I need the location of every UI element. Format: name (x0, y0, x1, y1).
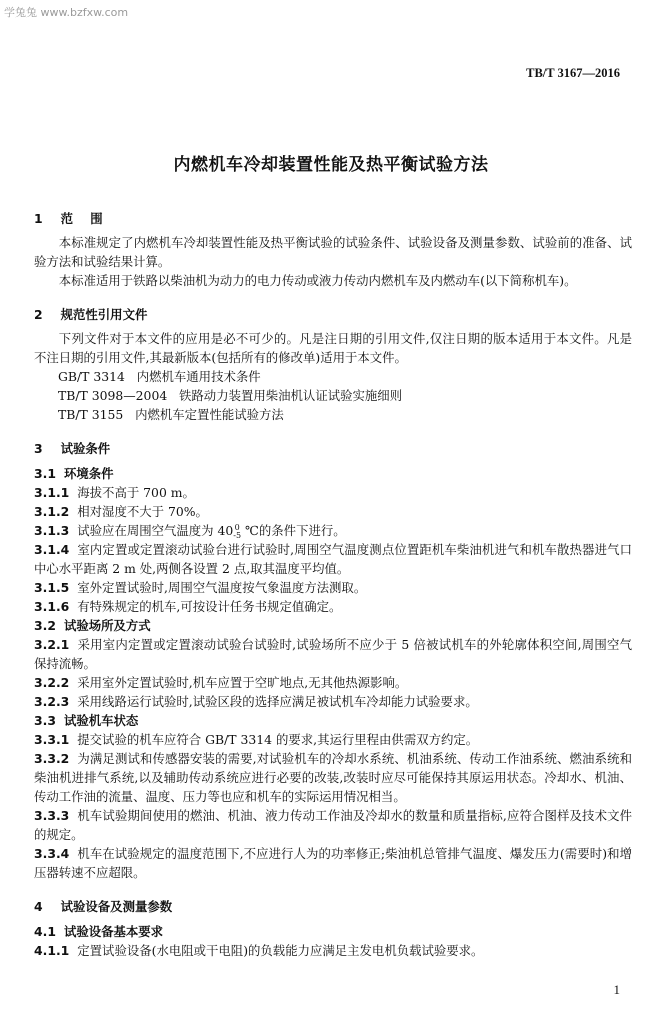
clause-3-3-3 (34, 806, 632, 844)
clause-3-3-2 (34, 749, 632, 806)
paragraph: 本标准规定了内燃机车冷却装置性能及热平衡试验的试验条件、试验设备及测量参数、试验前的准备、试验方法和试验结果计算。 (34, 235, 632, 269)
subsection-number: 4.1 (34, 924, 56, 939)
clause-3-3-4 (34, 844, 632, 882)
page-number: 1 (613, 982, 620, 997)
reference-item: TB/T 3155 内燃机车定置性能试验方法 (58, 407, 284, 422)
clause-3-2-2 (34, 673, 632, 692)
section-title: 试验条件 (60, 441, 111, 456)
section-title: 规范性引用文件 (60, 307, 148, 322)
clause-text: 采用线路运行试验时,试验区段的选择应满足被试机车冷却能力试验要求。 (77, 694, 478, 709)
document-title: 内燃机车冷却装置性能及热平衡试验方法 (173, 155, 489, 175)
clause-3-1-3 (34, 521, 632, 540)
tolerance-lower: -5 (233, 530, 242, 540)
section-number: 1 (34, 211, 43, 226)
clause-number: 3.1.1 (34, 485, 70, 500)
subsection-title: 试验场所及方式 (63, 618, 151, 633)
clause-number: 4.1.1 (34, 943, 70, 958)
section-heading-1 (34, 209, 632, 228)
watermark-text: 学兔兔 www.bzfxw.com (4, 6, 129, 19)
section-title: 范 围 (60, 211, 103, 226)
clause-number: 3.1.2 (34, 504, 70, 519)
paragraph: 下列文件对于本文件的应用是必不可少的。凡是注日期的引用文件,仅注日期的版本适用于本文件。凡是不注日期的引用文件,其最新版本(包括所有的修改单)适用于本文件。 (34, 331, 632, 365)
clause-4-1-1 (34, 941, 632, 960)
clause-3-1-5 (34, 578, 632, 597)
section-heading-4 (34, 897, 632, 916)
clause-text: 提交试验的机车应符合 GB/T 3314 的要求,其运行里程由供需双方约定。 (77, 732, 479, 747)
clause-3-3-1 (34, 730, 632, 749)
tolerance-upper: 0 (234, 522, 240, 532)
reference-item: TB/T 3098—2004 铁路动力装置用柴油机认证试验实施细则 (58, 388, 403, 403)
section-number: 3 (34, 441, 43, 456)
clause-text: 定置试验设备(水电阻或干电阻)的负载能力应满足主发电机负载试验要求。 (77, 943, 484, 958)
clause-number: 3.2.2 (34, 675, 70, 690)
clause-number: 3.2.3 (34, 694, 70, 709)
section-number: 2 (34, 307, 43, 322)
reference-item: GB/T 3314 内燃机车通用技术条件 (58, 369, 261, 384)
section-number: 4 (34, 899, 43, 914)
subsection-title: 试验设备基本要求 (63, 924, 164, 939)
clause-3-1-6 (34, 597, 632, 616)
clause-text: 室外定置试验时,周围空气温度按气象温度方法测取。 (77, 580, 367, 595)
subsection-title: 环境条件 (63, 466, 114, 481)
subsection-number: 3.1 (34, 466, 56, 481)
clause-text: 试验应在周围空气温度为 40 (77, 523, 234, 538)
clause-text: ℃的条件下进行。 (241, 523, 346, 538)
clause-text: 为满足测试和传感器安装的需要,对试验机车的冷却水系统、机油系统、传动工作油系统、燃油系统和柴油机进排气系统,以及辅助传动系统应进行必要的改装,改装时应尽可能保持其原运用状态。冷却水、机油、传动工作油的流量、温度、压力等也应和机车的实际运用情况相当。 (34, 751, 632, 804)
clause-number: 3.3.4 (34, 846, 70, 861)
subsection-number: 3.3 (34, 713, 56, 728)
clause-number: 3.1.5 (34, 580, 70, 595)
clause-3-1-2 (34, 502, 632, 521)
clause-number: 3.1.6 (34, 599, 70, 614)
document-body (34, 202, 632, 960)
clause-text: 海拔不高于 700 m。 (77, 485, 195, 500)
subsection-heading-3-2 (34, 616, 632, 635)
subsection-heading-3-1 (34, 464, 632, 483)
clause-text: 室内定置或定置滚动试验台进行试验时,周围空气温度测点位置距机车柴油机进气和机车散热器进气口中心水平距离 2 m 处,两侧各设置 2 点,取其温度平均值。 (34, 542, 632, 576)
section-heading-3 (34, 439, 632, 458)
tolerance-marker (233, 524, 241, 540)
clause-text: 机车在试验规定的温度范围下,不应进行人为的功率修正;柴油机总管排气温度、爆发压力(需要时)和增压器转速不应超限。 (34, 846, 632, 880)
subsection-heading-3-3 (34, 711, 632, 730)
clause-number: 3.3.3 (34, 808, 70, 823)
clause-number: 3.1.3 (34, 523, 70, 538)
clause-3-2-3 (34, 692, 632, 711)
clause-number: 3.1.4 (34, 542, 70, 557)
clause-text: 采用室外定置试验时,机车应置于空旷地点,无其他热源影响。 (77, 675, 408, 690)
clause-3-1-1 (34, 483, 632, 502)
subsection-title: 试验机车状态 (63, 713, 139, 728)
standard-code: TB/T 3167—2016 (526, 66, 620, 80)
clause-3-1-4 (34, 540, 632, 578)
subsection-heading-4-1 (34, 922, 632, 941)
paragraph: 本标准适用于铁路以柴油机为动力的电力传动或液力传动内燃机车及内燃动车(以下简称机车)。 (58, 273, 577, 288)
clause-text: 机车试验期间使用的燃油、机油、液力传动工作油及冷却水的数量和质量指标,应符合图样及技术文件的规定。 (34, 808, 632, 842)
clause-3-2-1 (34, 635, 632, 673)
clause-text: 相对湿度不大于 70%。 (77, 504, 208, 519)
clause-number: 3.3.2 (34, 751, 70, 766)
subsection-number: 3.2 (34, 618, 56, 633)
clause-number: 3.3.1 (34, 732, 70, 747)
clause-number: 3.2.1 (34, 637, 70, 652)
clause-text: 采用室内定置或定置滚动试验台试验时,试验场所不应少于 5 倍被试机车的外轮廓体积空间,周围空气保持流畅。 (34, 637, 632, 671)
clause-text: 有特殊规定的机车,可按设计任务书规定值确定。 (77, 599, 342, 614)
section-title: 试验设备及测量参数 (60, 899, 173, 914)
section-heading-2 (34, 305, 632, 324)
